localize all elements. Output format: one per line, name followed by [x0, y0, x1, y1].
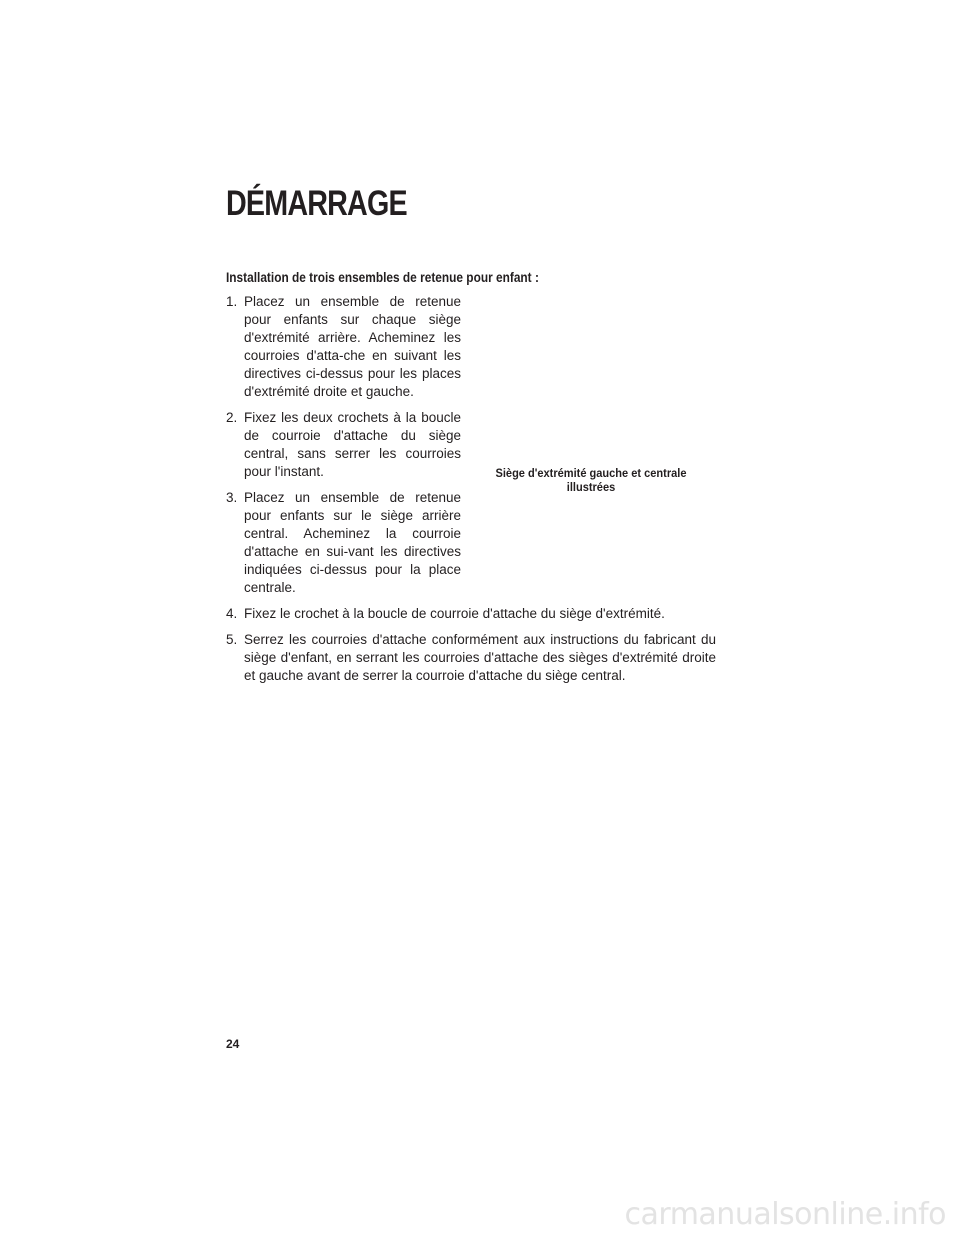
step-2 [226, 409, 461, 481]
section-title: DÉMARRAGE [226, 184, 407, 223]
step-text: Serrez les courroies d'attache conformément aux instructions du fabricant du siège d'enfant, en serrant les courroies d'attache des sièges d'extrémité droite et gauche avant de serrer la courroie d'attache du siège central. [244, 632, 716, 683]
subheading: Installation de trois ensembles de retenue pour enfant : [226, 270, 539, 285]
step-3 [226, 489, 461, 597]
step-number: 3. [226, 490, 238, 505]
step-text: Placez un ensemble de retenue pour enfants sur chaque siège d'extrémité arrière. Acheminez les courroies d'atta-che en suivant les directives ci-dessus pour les places d'extrémité droite et gauche. [244, 294, 461, 399]
step-4 [226, 605, 716, 623]
step-text: Fixez les deux crochets à la boucle de courroie d'attache du siège central, sans serrer les courroies pour l'instant. [244, 410, 461, 479]
step-5 [226, 631, 716, 685]
step-text: Fixez le crochet à la boucle de courroie d'attache du siège d'extrémité. [244, 606, 665, 621]
step-1 [226, 293, 461, 401]
step-text: Placez un ensemble de retenue pour enfants sur le siège arrière central. Acheminez la courroie d'attache en sui-vant les directives indiquées ci-dessus pour la place centrale. [244, 490, 461, 595]
step-number: 1. [226, 294, 238, 309]
watermark: carmanualsonline.info [624, 1197, 946, 1232]
figure-caption: Siège d'extrémité gauche et centrale illustrées [495, 466, 687, 494]
step-number: 5. [226, 632, 238, 647]
step-number: 2. [226, 410, 238, 425]
step-number: 4. [226, 606, 238, 621]
page-number: 24 [226, 1037, 240, 1051]
